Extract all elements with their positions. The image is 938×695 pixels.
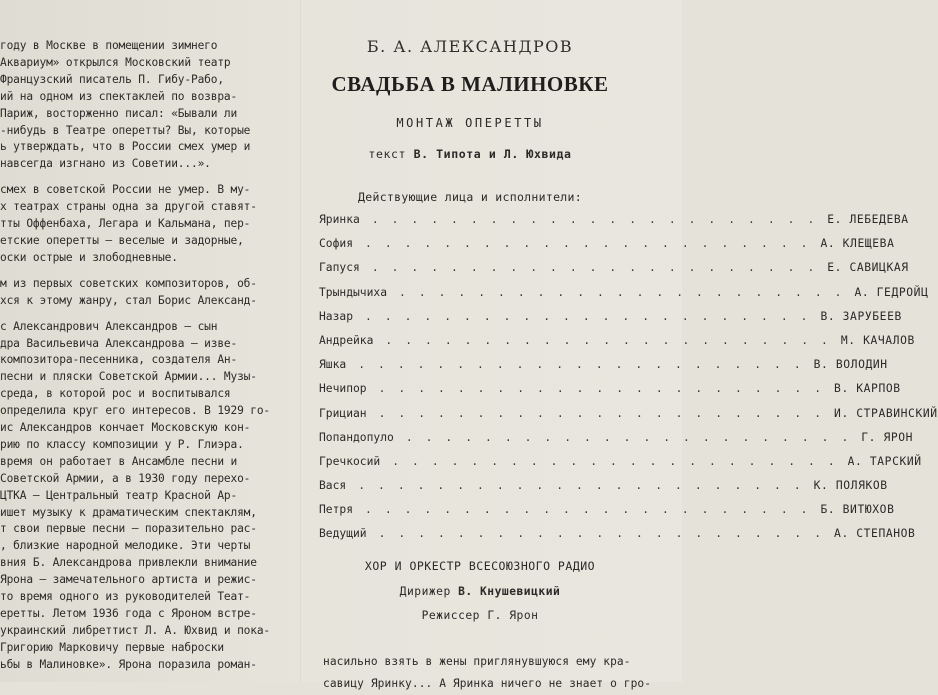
cast-row — [319, 213, 909, 237]
cast-role: Назар — [319, 309, 354, 323]
article-line: м из первых советских композиторов, об- — [0, 276, 257, 290]
article-line: Советской Армии, а в 1930 году перехо- — [0, 471, 251, 485]
cast-role: Гречкосий — [319, 454, 381, 468]
cast-leader-dots: ....................... — [365, 309, 821, 323]
article-line: ЦТКА — Центральный театр Красной Ар- — [0, 488, 238, 502]
article-line: Париж, восторженно писал: «Бывали ли — [0, 106, 238, 120]
conductor-label: Дирижер — [399, 585, 451, 598]
article-line: смех в советской России не умер. В му- — [0, 183, 251, 197]
operetta-title: СВАДЬБА В МАЛИНОВКЕ — [331, 72, 609, 96]
cast-actor: А. СТЕПАНОВ — [834, 527, 916, 541]
article-line: -нибудь в Театре оперетты? Вы, которые — [0, 123, 251, 137]
cast-role: Вася — [319, 479, 347, 493]
cast-actor: К. ПОЛЯКОВ — [813, 479, 888, 493]
cast-actor: И. СТРАВИНСКИЙ — [834, 406, 938, 420]
article-paragraph — [0, 38, 292, 173]
article-line: то время одного из руководителей Теат- — [0, 590, 251, 604]
right-column — [305, 0, 938, 690]
cast-leader-dots: ....................... — [405, 430, 862, 444]
cast-actor: В. ЗАРУБЕЕВ — [820, 309, 902, 323]
cast-row — [319, 309, 902, 334]
cast-row — [319, 503, 895, 527]
article-line: время он работает в Ансамбле песни и — [0, 454, 238, 468]
cast-role: Трындычиха — [319, 285, 388, 299]
article-line: хся к этому жанру, стал Борис Александ- — [0, 293, 257, 307]
article-line: навсегда изгнано из Советии...». — [0, 157, 211, 171]
cast-leader-dots: ....................... — [378, 527, 835, 541]
cast-leader-dots: ....................... — [378, 406, 835, 420]
column-divider — [300, 0, 301, 682]
cast-leader-dots: ....................... — [358, 358, 814, 372]
article-line: , близкие народной мелодике. Эти черты — [0, 539, 251, 553]
cast-leader-dots: ....................... — [365, 503, 821, 517]
article-line: композитора-песенника, создателя Ан- — [0, 353, 238, 367]
cast-leader-dots: ....................... — [392, 454, 848, 468]
cast-role: Андрейка — [319, 333, 374, 347]
article-paragraph — [0, 319, 292, 674]
article-line: дра Васильевича Александрова — изве- — [0, 336, 238, 350]
left-column-article — [0, 38, 292, 683]
cast-row — [319, 406, 938, 431]
article-line: Французский писатель П. Гибу-Рабо, — [0, 72, 224, 86]
cast-role: Ведущий — [319, 527, 367, 541]
synopsis-line: насильно взять в жены приглянувшуюся ему кра- — [323, 655, 631, 668]
cast-actor: Е. САВИЦКАЯ — [827, 261, 909, 275]
article-paragraph — [0, 182, 292, 267]
libretto-prefix: текст — [368, 147, 407, 161]
synopsis-text — [323, 651, 663, 695]
article-line: ьбы в Малиновке». Ярона поразила роман- — [0, 657, 257, 671]
cast-heading: Действующие лица и исполнители: — [358, 190, 582, 204]
cast-row — [319, 454, 922, 479]
cast-list — [319, 213, 938, 552]
synopsis-line: савицу Яринку... А Яринка ничего не знает о гро- — [323, 677, 652, 690]
libretto-authors — [305, 147, 635, 161]
article-line: ишет музыку к драматическим спектаклям, — [0, 505, 257, 519]
cast-row — [319, 285, 929, 310]
cast-role: Нечипор — [319, 382, 367, 396]
composer-name: Б. А. АЛЕКСАНДРОВ — [366, 37, 574, 56]
cast-row — [319, 479, 888, 503]
cast-role: Попандопуло — [319, 430, 394, 444]
article-line: ий на одном из спектаклей по возвра- — [0, 89, 238, 103]
article-line: оски острые и злободневные. — [0, 250, 178, 264]
article-line: Григорию Марковичу первые наброски — [0, 640, 224, 654]
cast-leader-dots: ....................... — [371, 261, 828, 275]
article-line: ь утверждать, что в России смех умер и — [0, 140, 251, 154]
cast-role: Грициан — [319, 406, 367, 420]
cast-row — [319, 527, 916, 551]
article-line: среда, в которой рос и воспитывался — [0, 387, 231, 401]
article-paragraph — [0, 276, 292, 310]
cast-row — [319, 261, 909, 285]
cast-row — [319, 237, 895, 261]
cast-row — [319, 430, 914, 455]
article-line: еретты. Летом 1936 года с Яроном встре- — [0, 607, 257, 620]
cast-actor: А. ГЕДРОЙЦ — [854, 285, 929, 299]
cast-actor: Б. ВИТЮХОВ — [820, 503, 895, 517]
cast-role: Гапуся — [319, 261, 360, 275]
cast-actor: А. КЛЕЩЕВА — [820, 237, 895, 251]
cast-row — [319, 358, 888, 382]
article-line: х театрах страны одна за другой ставят- — [0, 200, 257, 214]
article-line: Аквариум» открылся Московский театр — [0, 55, 231, 69]
article-line: тты Оффенбаха, Легара и Кальмана, пер- — [0, 217, 251, 231]
cast-role: Яринка — [319, 213, 360, 226]
cast-row — [319, 333, 915, 358]
article-line: с Александрович Александров — сын — [0, 319, 218, 333]
cast-leader-dots: ....................... — [378, 382, 835, 396]
cast-actor: В. ВОЛОДИН — [813, 358, 888, 372]
cast-role: София — [319, 237, 354, 251]
cast-actor: Г. ЯРОН — [861, 430, 914, 444]
director-label: Режиссер — [421, 609, 480, 622]
director-name: Г. Ярон — [487, 609, 539, 622]
cast-leader-dots: ....................... — [385, 333, 841, 347]
article-line: году в Москве в помещении зимнего — [0, 39, 218, 52]
cast-leader-dots: ....................... — [399, 285, 855, 299]
article-line: песни и пляски Советской Армии... Музы- — [0, 370, 257, 384]
conductor-name: В. Кнушевицкий — [458, 585, 561, 598]
cast-leader-dots: ....................... — [365, 237, 821, 251]
article-line: украинский либреттист Л. А. Юхвид и пока- — [0, 623, 271, 637]
cast-actor: Е. ЛЕБЕДЕВА — [827, 213, 909, 226]
article-line: определила круг его интересов. В 1929 го- — [0, 404, 271, 418]
libretto-names: В. Типота и Л. Юхвида — [413, 147, 572, 161]
cast-row — [319, 382, 901, 406]
cast-leader-dots: ....................... — [358, 479, 814, 493]
conductor-credit — [305, 585, 655, 598]
cast-actor: М. КАЧАЛОВ — [840, 333, 915, 347]
cast-leader-dots: ....................... — [371, 213, 828, 226]
operetta-subtitle: МОНТАЖ ОПЕРЕТТЫ — [396, 116, 544, 130]
cast-actor: А. ТАРСКИЙ — [847, 454, 922, 468]
article-line: ис Александров кончает Московскую кон- — [0, 421, 251, 435]
article-line: Ярона — замечательного артиста и режис- — [0, 573, 257, 587]
article-line: вния Б. Александрова привлекли внимание — [0, 556, 257, 570]
article-line: т свои первые песни — поразительно рас- — [0, 522, 257, 536]
cast-role: Петря — [319, 503, 354, 517]
cast-actor: В. КАРПОВ — [834, 382, 901, 396]
article-line: рию по классу композиции у Р. Глиэра. — [0, 437, 244, 451]
article-line: етские оперетты — веселые и задорные, — [0, 233, 244, 247]
chorus-credit: ХОР И ОРКЕСТР ВСЕСОЮЗНОГО РАДИО — [364, 559, 596, 573]
cast-role: Яшка — [319, 358, 347, 372]
director-credit — [305, 609, 655, 622]
